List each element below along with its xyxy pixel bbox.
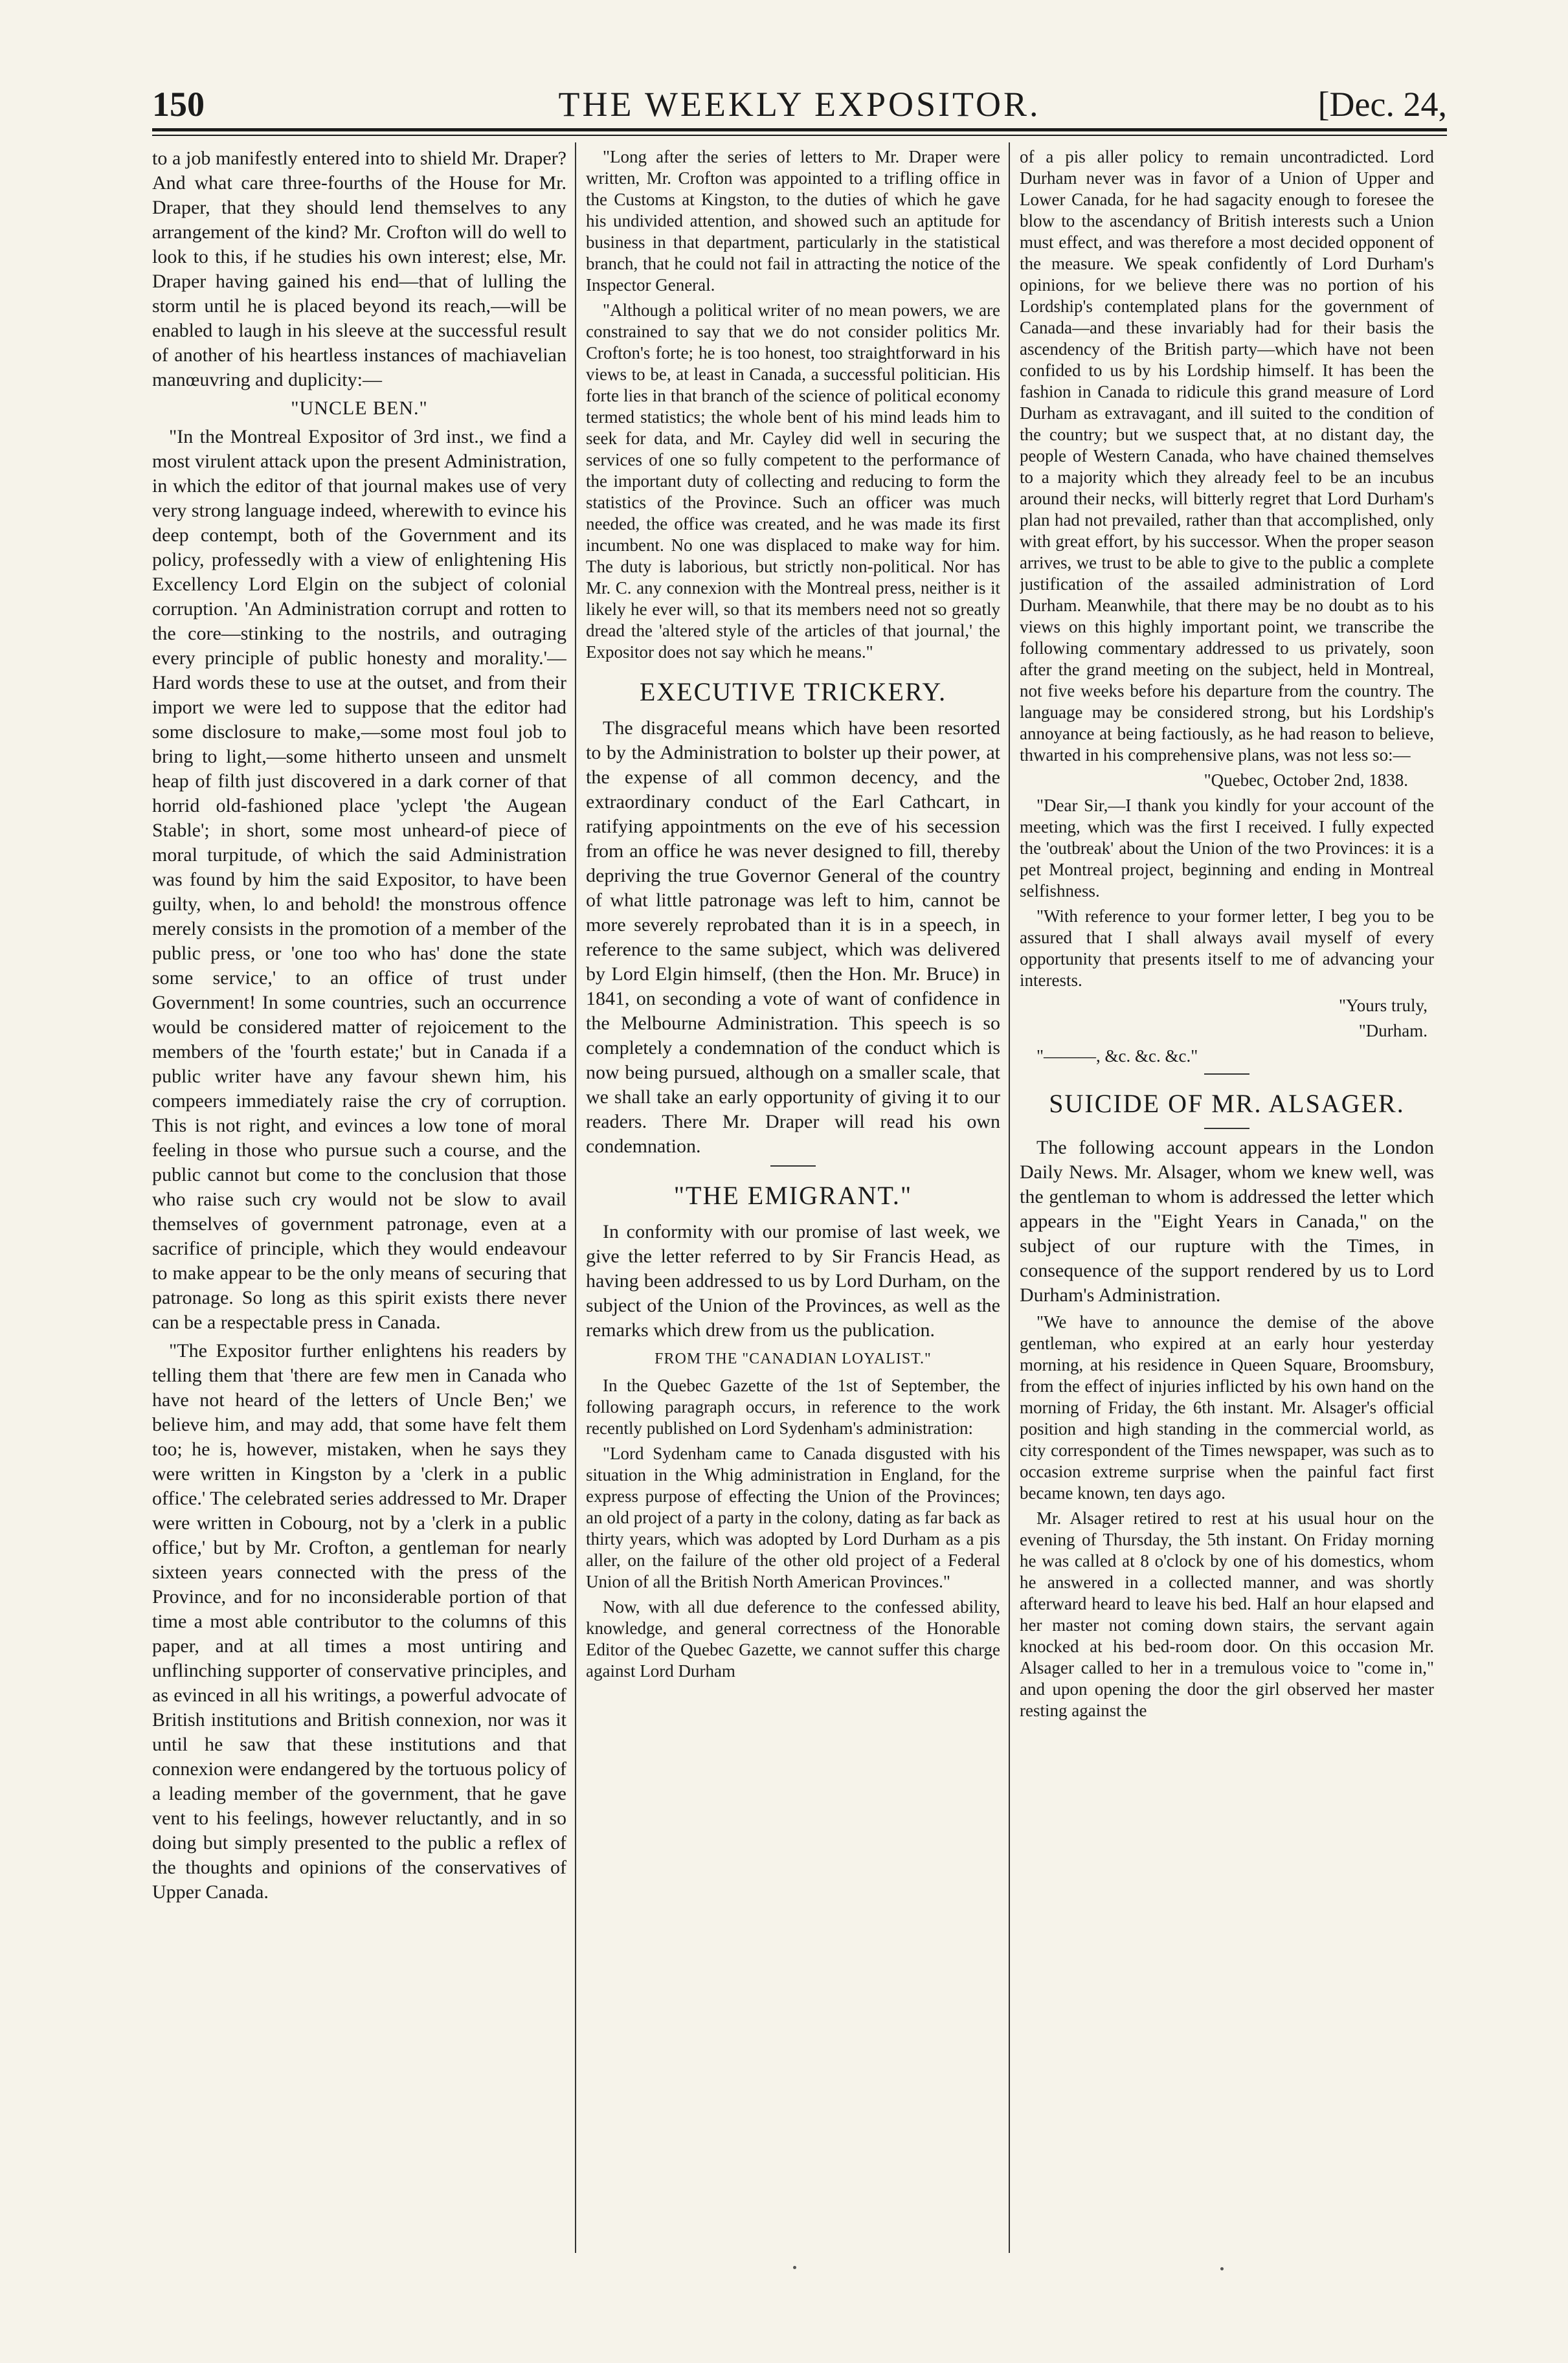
article-heading-uncle-ben: "UNCLE BEN."	[291, 398, 428, 419]
letter-paragraph: "Dear Sir,—I thank you kindly for your account of the meeting, which was the first I received. I fully expected the 'outbreak' about the Union of the two Provinces: it is a pet Montreal project, beginning and ending in Montreal selfishness.	[1020, 796, 1434, 901]
page-number: 150	[152, 85, 205, 124]
page-specks	[0, 2266, 1568, 2279]
paragraph: The disgraceful means which have been resorted to by the Administration to bolster up their power, at the expense of all common decency, and the extraordinary conduct of the Earl Cathcart, in ratifying appointments on the eve of his secession from an office he was never designed to fill, thereby depriving the true Governor General of the country of what little patronage was left to him, cannot be more severely reprobated than it is in a speech, in reference to the same subject, which was delivered by Lord Elgin himself, (then the Hon. Mr. Bruce) in 1841, on seconding a vote of want of confidence in the Melbourne Administration. This speech is so completely a condemnation of the conduct which is now being pursued, although on a smaller scale, that we shall take an early opportunity of giving it to our readers. There Mr. Draper will read his own condemnation.	[586, 717, 1000, 1157]
paragraph: Now, with all due deference to the confessed ability, knowledge, and general correctness of the Honorable Editor of the Quebec Gazette, we cannot suffer this charge against Lord Durham	[586, 1597, 1000, 1681]
column-divider	[575, 142, 576, 2253]
column-3	[1020, 146, 1434, 2250]
section-rule	[1204, 1128, 1249, 1129]
letter-paragraph: "With reference to your former letter, I beg you to be assured that I shall always avail myself of every opportunity that presents itself to me of advancing your interests.	[1020, 906, 1434, 990]
source-line: FROM THE "CANADIAN LOYALIST."	[655, 1350, 932, 1367]
letter-signature: "Durham.	[1358, 1021, 1428, 1040]
letter-date: "Quebec, October 2nd, 1838.	[1204, 770, 1408, 790]
paragraph: "Lord Sydenham came to Canada disgusted with his situation in the Whig administration in England, for the express purpose of effecting the Union of the Provinces; an old project of a party in the colony, dating as far back as thirty years, which was adopted by Lord Durham as a pis aller, on the failure of the other old project of a Federal Union of all the British North American Provinces."	[586, 1444, 1000, 1591]
paragraph: Mr. Alsager retired to rest at his usual hour on the evening of Thursday, the 5th instant. On Friday morning he was called at 8 o'clock by one of his domestics, whom he answered in a collected manner, and was shortly afterward heard to leave his bed. Half an hour elapsed and her master not coming down stairs, the servant again knocked at his bed-room door. On this occasion Mr. Alsager called to her in a tremulous voice to "come in," and upon opening the door the girl observed her master resting against the	[1020, 1508, 1434, 1720]
ink-speck	[793, 2266, 796, 2269]
paragraph: In conformity with our promise of last week, we give the letter referred to by Sir Francis Head, as having been addressed to us by Lord Durham, on the subject of the Union of the Provinces, as well as the remarks which drew from us the publication.	[586, 1221, 1000, 1341]
article-heading-suicide-of-mr-alsager: SUICIDE OF MR. ALSAGER.	[1049, 1089, 1405, 1118]
column-1	[152, 146, 566, 2250]
paragraph: In the Quebec Gazette of the 1st of September, the following paragraph occurs, in reference to the work recently published on Lord Sydenham's administration:	[586, 1376, 1000, 1438]
paragraph: "The Expositor further enlightens his readers by telling them that 'there are few men in Canada who have not heard of the letters of Uncle Ben;' we believe him, and may add, that some have felt them too; he is, however, mistaken, when he says they were written in Kingston by a 'clerk in a public office.' The celebrated series addressed to Mr. Draper were written in Cobourg, not by a 'clerk in a public office,' but by Mr. Crofton, a gentleman for nearly sixteen years connected with the press of the Province, and for no inconsiderable portion of that time a most able contributor to the columns of this paper, and at all times a most untiring and unflinching supporter of conservative principles, and as evinced in all his writings, a powerful advocate of British institutions and British connexion, nor was it until he saw that these institutions and that connexion were endangered by the tortuous policy of a leading member of the government, that he gave vent to his feelings, however reluctantly, and in so doing but simply presented to the public a reflex of the thoughts and opinions of the conservatives of Upper Canada.	[152, 1340, 566, 1903]
masthead-rule-thin	[152, 135, 1447, 136]
letter-address: "———, &c. &c. &c."	[1036, 1046, 1198, 1066]
issue-date: [Dec. 24,	[1317, 85, 1447, 124]
letter-closing: "Yours truly,	[1338, 996, 1428, 1015]
newspaper-title: THE WEEKLY EXPOSITOR.	[558, 85, 1041, 124]
article-heading-the-emigrant: "THE EMIGRANT."	[673, 1181, 913, 1210]
section-rule	[770, 1165, 816, 1167]
paragraph: "In the Montreal Expositor of 3rd inst., we find a most virulent attack upon the present Administration, in which the editor of that journal makes use of very very strong language indeed, wherewith to evince his deep contempt, both of the Government and its policy, professedly with a view of enlightening His Excellency Lord Elgin on the subject of colonial corruption. 'An Administration corrupt and rotten to the core—stinking to the nostrils, and outraging every principle of public honesty and morality.'—Hard words these to use at the outset, and from their import we were led to suppose that the editor had some disclosure to make,—some most foul job to bring to light,—some hitherto unseen and unsmelt heap of filth just discovered in a dark corner of that horrid old-fashioned place 'yclept 'the Augean Stable'; in short, some most unheard-of piece of moral turpitude, of which the said Administration was found by him the said Expositor, to have been guilty, when, lo and behold! the monstrous offence merely consists in the promotion of a member of the public press, or 'one too who has' done the state some service,' to an office of trust under Government! In some countries, such an occurrence would be considered matter of rejoicement to the members of the 'fourth estate;' but in Canada if a public writer have any favour shewn him, his compeers immediately raise the cry of corruption. This is not right, and evinces a low tone of moral feeling in those who pursue such a course, and the public cannot but come to the conclusion that those who raise such cry would not be slow to avail themselves of government patronage, even at a sacrifice of principle, which they would endeavour to make appear to be the only means of securing that patronage. So long as this spirit exists there never can be a respectable press in Canada.	[152, 426, 566, 1333]
column-divider	[1009, 142, 1010, 2253]
article-heading-executive-trickery: EXECUTIVE TRICKERY.	[639, 677, 947, 706]
paragraph: "Although a political writer of no mean powers, we are constrained to say that we do not consider politics Mr. Crofton's forte; he is too honest, too straightforward in his views to be, at least in Canada, a successful politician. His forte lies in that branch of the science of political economy termed statistics; the whole bent of his mind leads him to seek for data, and Mr. Cayley did well in securing the services of one so fully competent to the performance of the important duty of collecting and reducing to form the statistics of the Province. Such an officer was much needed, the office was created, and he was made its first incumbent. No one was displaced to make way for him. The duty is laborious, but strictly non-political. Nor has Mr. C. any connexion with the Montreal press, neither is it likely he ever will, so that its members need not so greatly dread the 'altered style of the articles of that journal,' the Expositor does not say which he means."	[586, 300, 1000, 662]
paragraph: of a pis aller policy to remain uncontradicted. Lord Durham never was in favor of a Union of Upper and Lower Canada, for he had sagacity enough to foresee the blow to the ascendancy of British interests such a Union must effect, and was therefore a most decided opponent of the measure. We speak confidently of Lord Durham's opinions, for we believe there was no portion of his Lordship's contemplated plans for the government of Canada—and these invariably had for their basis the ascendency of the British party—which have not been confided to us by his Lordship himself. It has been the fashion in Canada to ridicule this grand measure of Lord Durham as extravagant, and ill suited to the condition of the country; but we suspect that, at no distant day, the people of Western Canada, who have chained themselves to a majority which they already feel to be an incubus around their necks, will bitterly regret that Lord Durham's plan had not prevailed, rather than that accomplished, only with great effort, by his successor. When the proper season arrives, we trust to be able to give to the public a complete justification of the assailed administration of Lord Durham. Meanwhile, that there may be no doubt as to his views on this highly important point, we transcribe the following commentary addressed to us privately, soon after the grand meeting on the subject, held in Montreal, not five weeks before his departure from the country. The language may be considered strong, but his Lordship's annoyance at being factiously, as he had reason to believe, thwarted in his comprehensive plans, was not less so:—	[1020, 147, 1434, 765]
ink-speck	[1220, 2267, 1224, 2270]
paragraph: "We have to announce the demise of the above gentleman, who expired at an early hour yesterday morning, at his residence in Queen Square, Broomsbury, from the effect of injuries inflicted by his own hand on the morning of Friday, the 6th instant. Mr. Alsager's official position and high standing in the commercial world, as city correspondent of the Times newspaper, was such as to occasion extreme surprise when the painful fact first became known, ten days ago.	[1020, 1312, 1434, 1503]
paragraph: The following account appears in the London Daily News. Mr. Alsager, whom we knew well, was the gentleman to whom is addressed the letter which appears in the "Eight Years in Canada," on the subject of our rupture with the Times, in consequence of the support rendered by us to Lord Durham's Administration.	[1020, 1137, 1434, 1306]
column-2	[586, 146, 1000, 2250]
masthead-rule-thick	[152, 128, 1447, 131]
paragraph: to a job manifestly entered into to shield Mr. Draper? And what care three-fourths of the House for Mr. Draper, that they should lend themselves to any arrangement of the kind? Mr. Crofton will do well to look to this, if he studies his own interest; else, Mr. Draper having gained his end—that of lulling the storm until he is placed beyond its reach,—will be enabled to laugh in his sleeve at the successful result of another of his heartless instances of machiavelian manœuvring and duplicity:—	[152, 148, 566, 390]
paragraph: "Long after the series of letters to Mr. Draper were written, Mr. Crofton was appointed to a trifling office in the Customs at Kingston, to the duties of which he gave his undivided attention, and showed such an aptitude for business in that department, particularly in the statistical branch, that he could not fail in attracting the notice of the Inspector General.	[586, 147, 1000, 295]
section-rule	[1204, 1073, 1249, 1075]
masthead	[152, 84, 1447, 129]
